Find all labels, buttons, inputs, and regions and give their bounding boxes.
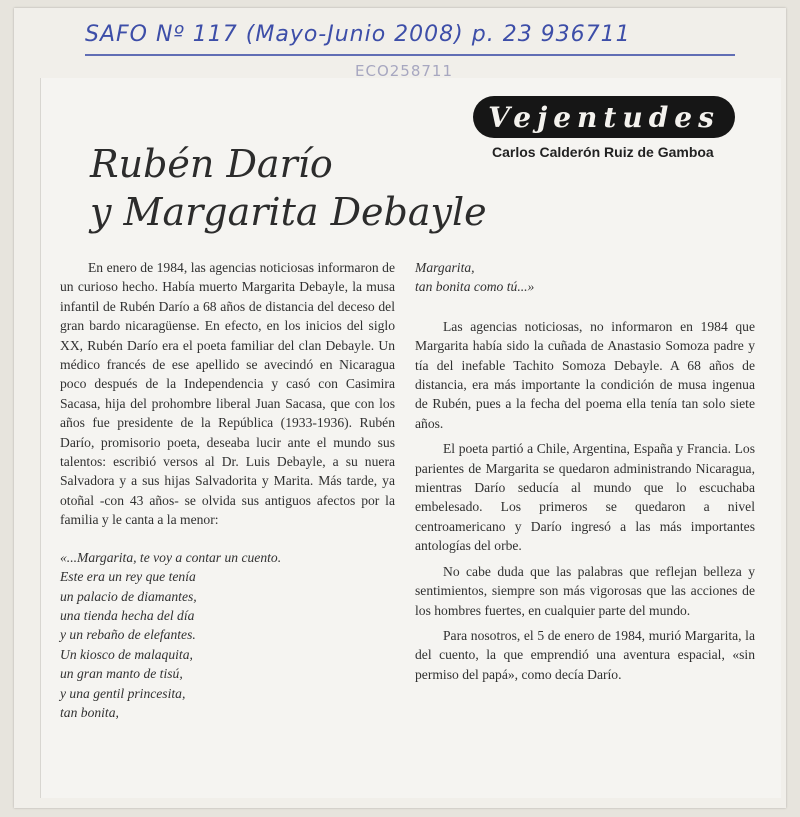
stamp-code: ECO258711 bbox=[355, 62, 454, 80]
verse-line: un gran manto de tisú, bbox=[60, 666, 183, 682]
right-column bbox=[415, 258, 755, 684]
handwritten-underline bbox=[85, 54, 735, 56]
verse-line: y una gentil princesita, bbox=[60, 685, 186, 701]
body-paragraph: El poeta partió a Chile, Argentina, España y Francia. Los parientes de Margarita se quedaron administrando Nicaragua, mientras Darío seducía al mundo que lo escuchaba embelesado. Los primeros se quedaron a nivel centroamericano y Darío ingresó a las más importantes antologías del orbe. bbox=[415, 441, 755, 554]
verse-line: una tienda hecha del día bbox=[60, 607, 195, 623]
poem-excerpt bbox=[60, 548, 395, 723]
title-line-2: y Margarita Debayle bbox=[90, 190, 487, 234]
author-byline: Carlos Calderón Ruiz de Gamboa bbox=[492, 144, 714, 160]
verse-line: Margarita, bbox=[415, 260, 475, 275]
body-paragraph: Para nosotros, el 5 de enero de 1984, murió Margarita, la del cuento, la que emprendió una aventura espacial, «sin permiso del papá», como decía Darío. bbox=[415, 627, 755, 682]
article-title bbox=[90, 140, 510, 236]
verse-line: un palacio de diamantes, bbox=[60, 588, 197, 604]
section-banner bbox=[473, 96, 735, 138]
verse-line: tan bonita, bbox=[60, 704, 119, 720]
verse-line: tan bonita como tú...» bbox=[415, 279, 535, 295]
body-paragraph: No cabe duda que las palabras que reflejan belleza y sentimientos, siempre son más vigorosas que las acciones de los hombres fuertes, en cualquier parte del mundo. bbox=[415, 563, 755, 618]
title-line-1: Rubén Darío bbox=[90, 142, 333, 186]
poem-continuation bbox=[415, 258, 755, 297]
body-paragraph: Las agencias noticiosas, no informaron en 1984 que Margarita había sido la cuñada de Anastasio Somoza padre y tía del inefable Tachito Somoza Debayle. A 68 años de distancia, era más importante la condición de musa ingenua de Rubén, pues a la fecha del poema ella tenía tan solo siete años. bbox=[415, 318, 755, 431]
verse-line: y un rebaño de elefantes. bbox=[60, 627, 196, 643]
intro-paragraph: En enero de 1984, las agencias noticiosas informaron de un curioso hecho. Había muerto Margarita Debayle, la musa infantil de Rubén Darío a 68 años de distancia del deceso del gran bardo nicaragüense. En efecto, en los inicios del siglo XX, Rubén Darío era el poeta familiar del clan Debayle. Un médico francés de ese apellido se avecindó en Nicaragua poco después de la Independencia y casó con Casimira Sacasa, hija del prohombre liberal Juan Sacasa, que con los años fue presidente de la República (1933-1936). Rubén Darío, promisorio poeta, deseaba lucir ante el mundo sus talentos: escribió versos al Dr. Luis Debayle, a su nuera Salvadora y a sus hijas Salvadorita y Marita. Más tarde, ya otoñal -con 43 años- se olvida sus antiguos afectos por la familia y le canta a la menor: bbox=[60, 260, 395, 528]
verse-line: Este era un rey que tenía bbox=[60, 569, 196, 585]
verse-line: «...Margarita, te voy a contar un cuento. bbox=[60, 549, 282, 565]
verse-line: Un kiosco de malaquita, bbox=[60, 646, 193, 662]
left-column bbox=[60, 258, 395, 722]
section-title: Vejentudes bbox=[488, 100, 720, 134]
handwritten-reference: SAFO Nº 117 (Mayo-Junio 2008) p. 23 936711 bbox=[85, 22, 631, 47]
